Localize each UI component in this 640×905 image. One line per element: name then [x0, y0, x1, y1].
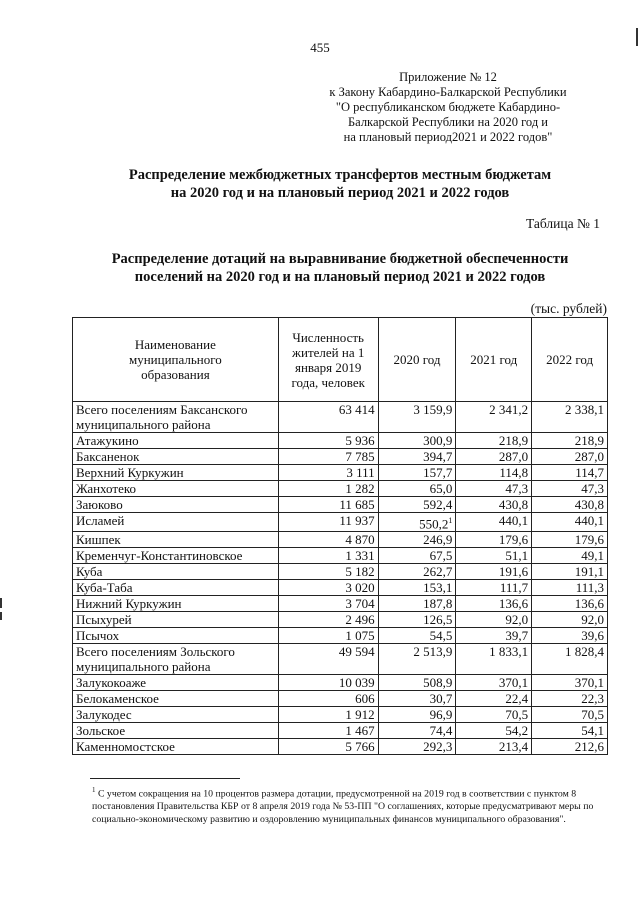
table-row [73, 449, 608, 465]
cell-2021 [456, 580, 532, 596]
appendix-block [298, 70, 598, 145]
cell-population [278, 723, 378, 739]
table-row [73, 691, 608, 707]
table-row [73, 612, 608, 628]
cell-2021-text: 92,0 [505, 612, 529, 628]
cell-2021 [456, 497, 532, 513]
cell-2022 [532, 628, 608, 644]
cell-population-text: 11 937 [339, 513, 375, 528]
cell-2020 [378, 564, 456, 580]
cell-population-text: 1 282 [345, 481, 375, 496]
cell-2020 [378, 596, 456, 612]
cell-2020-text: 3 159,9 [413, 402, 453, 417]
cell-2021 [456, 707, 532, 723]
cell-name [73, 739, 279, 755]
sub-title-line: Распределение дотаций на выравнивание бюджетной обеспеченности [111, 251, 569, 267]
cell-2022 [532, 513, 608, 532]
table-row [73, 675, 608, 691]
cell-2021-text: 287,0 [498, 449, 529, 464]
cell-2022 [532, 402, 608, 433]
table-row [73, 707, 608, 723]
cell-2022-text: 370,1 [574, 675, 604, 691]
cell-population-text: 5 766 [345, 739, 375, 755]
cell-2020 [378, 723, 456, 739]
cell-2022-text: 92,0 [581, 612, 604, 628]
cell-2020 [378, 644, 456, 675]
cell-2022 [532, 739, 608, 755]
cell-2022 [532, 596, 608, 612]
cell-2022 [532, 481, 608, 497]
cell-name [73, 532, 279, 548]
cell-name [73, 707, 279, 723]
cell-2020 [378, 612, 456, 628]
table-row [73, 465, 608, 481]
cell-2020-text: 292,3 [423, 739, 453, 755]
cell-population [278, 691, 378, 707]
cell-population [278, 628, 378, 644]
cell-2022-text: 287,0 [574, 449, 604, 464]
cell-2020-text: 262,7 [423, 564, 453, 580]
cell-2021-text: 179,6 [498, 532, 529, 548]
cell-2022-text: 2 338,1 [565, 402, 604, 417]
cell-2021-text: 47,3 [505, 481, 529, 496]
cell-population-text: 63 414 [338, 402, 375, 417]
cell-2021 [456, 481, 532, 497]
table-row [73, 532, 608, 548]
cell-2020-text: 67,5 [429, 548, 453, 564]
table-label: Таблица № 1 [526, 216, 600, 231]
cell-2021 [456, 612, 532, 628]
cell-population [278, 564, 378, 580]
footnote-separator [90, 778, 240, 779]
cell-2021 [456, 449, 532, 465]
cell-2021 [456, 548, 532, 564]
table-row [73, 739, 608, 755]
cell-name-text: Зольское [76, 723, 126, 739]
appendix-line: "О республиканском бюджете Кабардино- [335, 100, 561, 114]
sub-title-line: поселений на 2020 год и на плановый период 2021 и 2022 годов [134, 269, 546, 285]
cell-2022-text: 136,6 [574, 596, 604, 612]
cell-population [278, 497, 378, 513]
cell-2020 [378, 497, 456, 513]
cell-2022 [532, 644, 608, 675]
unit-label: (тыс. рублей) [530, 301, 607, 316]
table-row [73, 433, 608, 449]
cell-name [73, 497, 279, 513]
cell-2022 [532, 532, 608, 548]
cell-population-text: 5 182 [345, 564, 375, 580]
cell-population [278, 644, 378, 675]
cell-name [73, 433, 279, 449]
cell-name-text: Заюково [76, 497, 123, 512]
header-2021: 2021 год [456, 318, 532, 402]
cell-2020-text: 187,8 [423, 596, 453, 612]
cell-name [73, 723, 279, 739]
cell-2021-text: 114,8 [499, 465, 529, 480]
cell-2021-text: 22,4 [505, 691, 529, 707]
cell-name [73, 402, 279, 433]
cell-name-text: Кишпек [76, 532, 121, 548]
cell-name [73, 596, 279, 612]
header-2020: 2020 год [378, 318, 456, 402]
cell-2022-text: 212,6 [574, 739, 604, 755]
table-row [73, 513, 608, 532]
table-row [73, 723, 608, 739]
cell-population [278, 532, 378, 548]
cell-2020-text: 96,9 [429, 707, 453, 723]
cell-2021-text: 54,2 [505, 723, 529, 739]
cell-2020-text: 74,4 [429, 723, 453, 739]
cell-2021-text: 1 833,1 [489, 644, 529, 660]
table-row [73, 481, 608, 497]
appendix-line: Приложение № 12 [399, 70, 497, 84]
cell-2021 [456, 402, 532, 433]
cell-2020 [378, 628, 456, 644]
cell-population-text: 11 685 [339, 497, 375, 512]
cell-2022-text: 1 828,4 [565, 644, 604, 660]
cell-population [278, 739, 378, 755]
cell-name [73, 628, 279, 644]
cell-name-text: Нижний Куркужин [76, 596, 182, 612]
cell-population [278, 433, 378, 449]
cell-population-text: 2 496 [345, 612, 375, 628]
footnote-reference: 1 [448, 516, 453, 525]
cell-name-text: Псычох [76, 628, 120, 644]
cell-2021 [456, 691, 532, 707]
cell-2020-text: 54,5 [429, 628, 453, 644]
cell-2020 [378, 532, 456, 548]
cell-name-text: Псыхурей [76, 612, 132, 628]
cell-2020 [378, 739, 456, 755]
cell-2021-text: 213,4 [498, 739, 529, 755]
cell-2021-text: 191,6 [498, 564, 529, 580]
cell-2020 [378, 548, 456, 564]
cell-population [278, 596, 378, 612]
cell-2021-text: 2 341,2 [489, 402, 529, 417]
cell-2022 [532, 449, 608, 465]
cell-name-text: Верхний Куркужин [76, 465, 184, 480]
cell-2020 [378, 691, 456, 707]
cell-2022 [532, 497, 608, 513]
cell-2021-text: 440,1 [498, 513, 529, 528]
cell-2021 [456, 532, 532, 548]
table-row [73, 580, 608, 596]
cell-2021-text: 218,9 [498, 433, 529, 448]
cell-2022 [532, 580, 608, 596]
cell-name-text: Кременчуг-Константиновское [76, 548, 243, 564]
cell-population [278, 675, 378, 691]
cell-population-text: 1 912 [345, 707, 375, 723]
appendix-line: на плановый период2021 и 2022 годов" [343, 130, 553, 144]
cell-population-text: 1 331 [345, 548, 375, 564]
cell-2022-text: 54,1 [581, 723, 604, 739]
table-row [73, 402, 608, 433]
cell-2021 [456, 433, 532, 449]
cell-name-text: Исламей [76, 513, 125, 528]
cell-name [73, 675, 279, 691]
cell-2021 [456, 628, 532, 644]
cell-2022-text: 111,3 [575, 580, 604, 596]
cell-2022 [532, 564, 608, 580]
cell-2022 [532, 691, 608, 707]
cell-population [278, 481, 378, 497]
cell-2020-text: 65,0 [429, 481, 453, 496]
cell-name [73, 612, 279, 628]
cell-2021 [456, 644, 532, 675]
cell-2021-text: 430,8 [498, 497, 529, 512]
scan-edge-mark [636, 28, 638, 46]
cell-2021 [456, 675, 532, 691]
cell-2021 [456, 739, 532, 755]
cell-2022 [532, 707, 608, 723]
cell-population-text: 1 075 [345, 628, 375, 644]
cell-population-text: 5 936 [345, 433, 375, 448]
cell-name-text: Всего поселениям Баксанского муниципального района [76, 402, 248, 432]
table-header-row [73, 318, 608, 402]
cell-population-text: 4 870 [345, 532, 375, 548]
cell-population-text: 606 [355, 691, 375, 707]
cell-name [73, 465, 279, 481]
cell-name-text: Залукодес [76, 707, 132, 723]
cell-population-text: 3 704 [345, 596, 375, 612]
main-title-line: Распределение межбюджетных трансфертов местным бюджетам [128, 167, 552, 183]
page-number: 455 [310, 40, 330, 55]
cell-2022 [532, 433, 608, 449]
table-row [73, 596, 608, 612]
cell-2021-text: 136,6 [498, 596, 529, 612]
cell-2021-text: 370,1 [498, 675, 529, 691]
cell-name [73, 449, 279, 465]
cell-name-text: Всего поселениям Зольского муниципального района [76, 644, 235, 675]
cell-2021 [456, 564, 532, 580]
cell-2021 [456, 723, 532, 739]
table-row [73, 548, 608, 564]
cell-population [278, 402, 378, 433]
cell-2020 [378, 513, 456, 532]
cell-population-text: 10 039 [338, 675, 375, 691]
cell-2020-text: 246,9 [423, 532, 453, 548]
cell-population [278, 449, 378, 465]
cell-2020 [378, 580, 456, 596]
cell-population-text: 3 020 [345, 580, 375, 596]
table-row [73, 564, 608, 580]
cell-2020-text: 2 513,9 [413, 644, 453, 660]
cell-2020-text: 300,9 [423, 433, 453, 448]
cell-2020 [378, 402, 456, 433]
footnote-mark: 1 [92, 786, 96, 794]
cell-2022-text: 430,8 [574, 497, 604, 512]
cell-population-text: 49 594 [338, 644, 375, 660]
cell-2020-text: 126,5 [423, 612, 453, 628]
cell-2022-text: 39,6 [581, 628, 604, 644]
cell-2020 [378, 707, 456, 723]
cell-2020 [378, 449, 456, 465]
cell-2021-text: 51,1 [505, 548, 529, 564]
cell-name [73, 481, 279, 497]
table-row [73, 497, 608, 513]
cell-name-text: Каменномостское [76, 739, 175, 755]
scan-edge-mark [0, 598, 2, 608]
header-name: Наименование муниципального образования [73, 318, 279, 402]
cell-population [278, 707, 378, 723]
cell-2021 [456, 465, 532, 481]
cell-name [73, 580, 279, 596]
cell-name [73, 548, 279, 564]
cell-2022-text: 114,7 [575, 465, 604, 480]
cell-population-text: 1 467 [345, 723, 375, 739]
subsidy-table [72, 317, 608, 755]
cell-population [278, 612, 378, 628]
cell-population [278, 513, 378, 532]
main-title-line: на 2020 год и на плановый период 2021 и 2022 годов [170, 185, 510, 201]
cell-2022 [532, 548, 608, 564]
cell-2022-text: 179,6 [574, 532, 604, 548]
cell-2021-text: 70,5 [505, 707, 529, 723]
cell-2022-text: 70,5 [581, 707, 604, 723]
cell-2020-text: 30,7 [429, 691, 453, 707]
appendix-line: к Закону Кабардино-Балкарской Республики [329, 85, 567, 99]
cell-name-text: Куба [76, 564, 103, 580]
cell-name [73, 644, 279, 675]
header-population: Численность жителей на 1 января 2019 года, человек [278, 318, 378, 402]
cell-name-text: Залукокоаже [76, 675, 147, 691]
table-row [73, 644, 608, 675]
header-2022: 2022 год [532, 318, 608, 402]
cell-2020 [378, 465, 456, 481]
cell-name [73, 564, 279, 580]
cell-2022-text: 47,3 [581, 481, 604, 496]
cell-name-text: Баксаненок [76, 449, 140, 464]
cell-2022 [532, 612, 608, 628]
cell-2020-text: 592,4 [423, 497, 453, 512]
cell-2022-text: 49,1 [581, 548, 604, 564]
cell-population [278, 580, 378, 596]
cell-2022 [532, 675, 608, 691]
cell-2020-text: 508,9 [423, 675, 453, 691]
cell-2020 [378, 481, 456, 497]
cell-2021 [456, 596, 532, 612]
cell-population [278, 548, 378, 564]
cell-name [73, 691, 279, 707]
cell-2022 [532, 723, 608, 739]
cell-population-text: 3 111 [346, 465, 375, 480]
cell-population-text: 7 785 [345, 449, 375, 464]
cell-2021 [456, 513, 532, 532]
appendix-line: Балкарской Республики на 2020 год и [347, 115, 548, 129]
cell-population [278, 465, 378, 481]
cell-2021-text: 39,7 [505, 628, 529, 644]
cell-2022-text: 218,9 [574, 433, 604, 448]
cell-name-text: Атажукино [76, 433, 139, 448]
footnote [92, 784, 612, 826]
cell-name-text: Жанхотеко [76, 481, 136, 496]
cell-2020-text: 153,1 [423, 580, 453, 596]
cell-2020 [378, 675, 456, 691]
table-row [73, 628, 608, 644]
cell-name-text: Белокаменское [76, 691, 159, 707]
footnote-text: С учетом сокращения на 10 процентов размера дотации, предусмотренной на 2019 год в соответствии с пунктом 8 постановления Правительства КБР от 8 апреля 2019 года № 53-ПП "О соглашениях, которые предусматривают меры по социально-экономическому развитию и оздоровлению муниципальных финансов муниципального образования". [92, 788, 594, 826]
scan-edge-mark [0, 612, 2, 620]
cell-2020-text: 550,2 [419, 516, 449, 532]
cell-2020-text: 157,7 [423, 465, 453, 480]
sub-title [60, 250, 620, 286]
cell-2022-text: 22,3 [581, 691, 604, 707]
cell-name-text: Куба-Таба [76, 580, 133, 596]
cell-2022-text: 440,1 [574, 513, 604, 528]
main-title [60, 166, 620, 202]
cell-2022 [532, 465, 608, 481]
cell-2020 [378, 433, 456, 449]
cell-2021-text: 111,7 [499, 580, 529, 596]
cell-2022-text: 191,1 [574, 564, 604, 580]
cell-2020-text: 394,7 [423, 449, 453, 464]
cell-name [73, 513, 279, 532]
